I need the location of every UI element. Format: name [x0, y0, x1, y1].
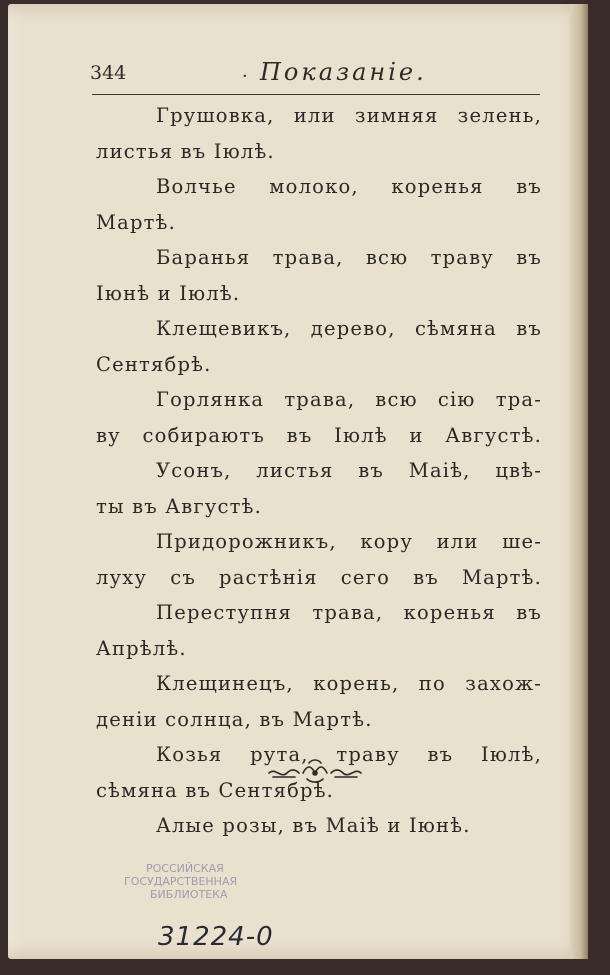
text-line: Придорожникъ, кору или ше-	[156, 530, 542, 553]
entry	[96, 666, 542, 737]
body-text	[96, 98, 542, 844]
text-line: луху съ растѣнія сего въ Мартѣ.	[96, 565, 542, 589]
text-line: Сентябрѣ.	[96, 352, 212, 376]
entry	[96, 382, 542, 453]
text-line: Переступня трава, коренья въ	[156, 601, 542, 624]
entry	[96, 524, 542, 595]
library-stamp	[120, 862, 270, 901]
tailpiece-ornament	[265, 755, 365, 785]
text-line: ты въ Августѣ.	[96, 494, 262, 518]
text-line: Іюнѣ и Іюлѣ.	[96, 281, 241, 305]
text-line: Клещевикъ, дерево, сѣмяна въ	[156, 317, 542, 340]
stamp-line: БИБЛИОТЕКА	[150, 888, 228, 901]
stamp-line: РОССИЙСКАЯ	[146, 862, 224, 875]
header-rule	[92, 94, 540, 95]
text-line: сѣмяна въ Сентябрѣ.	[96, 778, 335, 802]
running-title: Показаніе.	[260, 58, 427, 86]
text-line: Баранья трава, всю траву въ	[156, 246, 542, 269]
text-line: Грушовка, или зимняя зелень,	[156, 104, 542, 127]
entry	[96, 453, 542, 524]
text-line: деніи солнца, въ Мартѣ.	[96, 707, 373, 731]
running-header	[90, 58, 540, 94]
entry	[96, 595, 542, 666]
text-line: листья въ Іюлѣ.	[96, 139, 275, 163]
page-edge	[570, 4, 588, 959]
text-line: Алые розы, въ Маіѣ и Іюнѣ.	[156, 814, 471, 837]
text-line: Клещинецъ, корень, по захож-	[156, 672, 542, 695]
entry	[96, 808, 542, 844]
stamp-line: ГОСУДАРСТВЕННАЯ	[124, 875, 238, 888]
text-line: Мартѣ.	[96, 210, 177, 234]
entry	[96, 98, 542, 169]
text-line: Апрѣлѣ.	[96, 636, 187, 660]
entry	[96, 311, 542, 382]
page-number: 344	[90, 62, 127, 84]
text-line: Горлянка трава, всю сію тра-	[156, 388, 542, 411]
text-line: Волчье молоко, коренья въ	[156, 175, 542, 198]
ornament-icon	[265, 755, 365, 785]
text-line: Козья рута, траву въ Іюлѣ,	[156, 743, 542, 766]
text-line: ву собираютъ въ Іюлѣ и Августѣ.	[96, 423, 542, 447]
text-line: Усонъ, листья въ Маіѣ, цвѣ-	[156, 459, 542, 482]
header-separator: ·	[242, 66, 248, 87]
entry	[96, 169, 542, 240]
shelfmark: 31224-0	[158, 922, 274, 952]
entry	[96, 240, 542, 311]
